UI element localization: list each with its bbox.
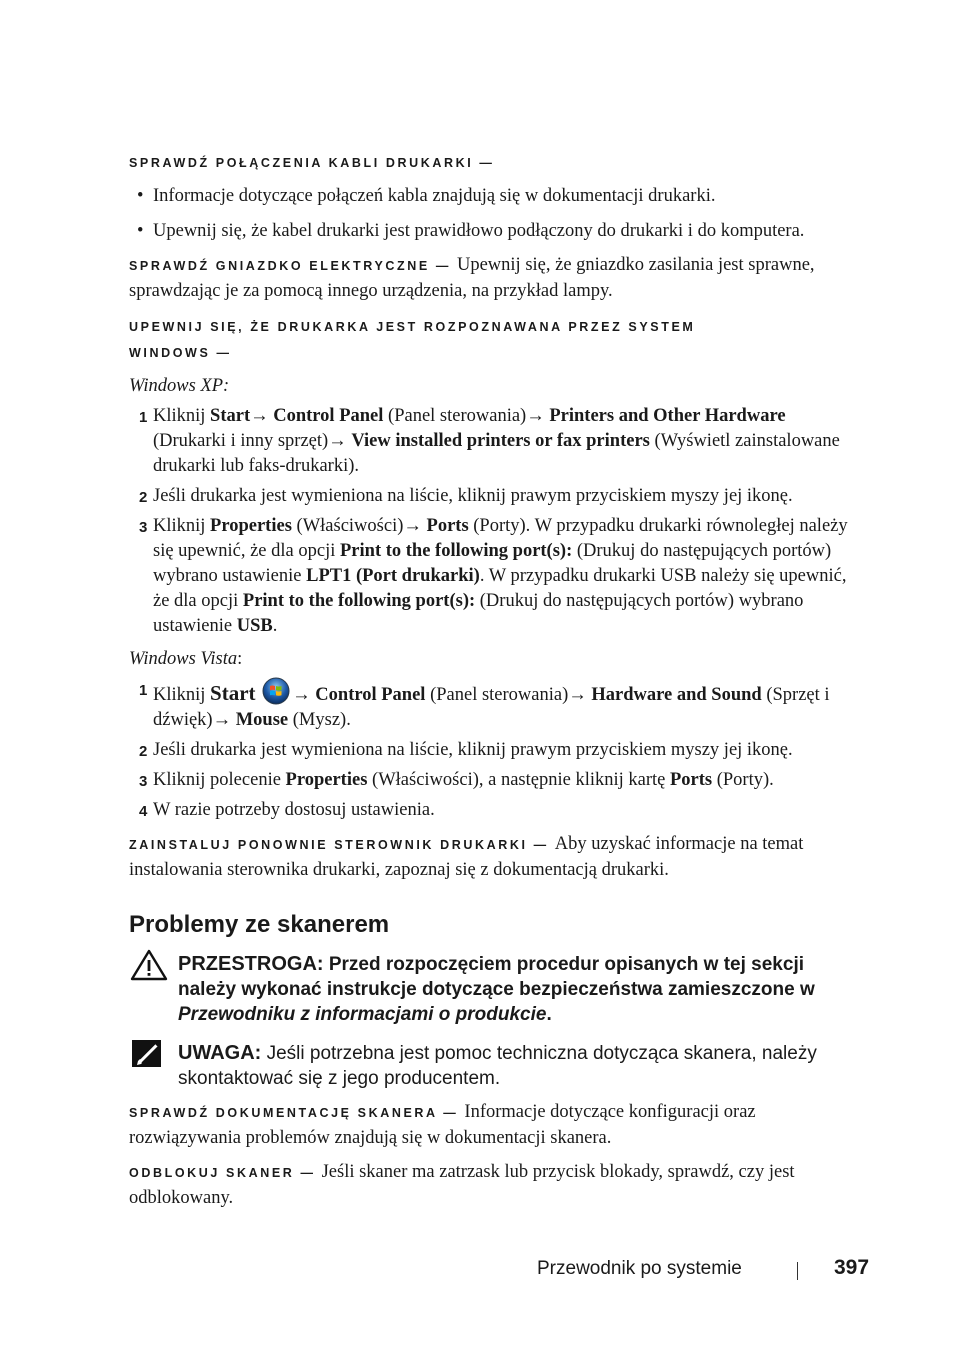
section-heading: SPRAWDŹ GNIAZDKO ELEKTRYCZNE — [129, 259, 451, 273]
step-text: Jeśli drukarka jest wymieniona na liście, kliknij prawym przyciskiem myszy jej ikonę. [153, 486, 793, 506]
step-text: (Właściwości), a następnie kliknij kartę [367, 770, 670, 790]
list-item [129, 738, 857, 763]
step-number: 3 [139, 773, 148, 790]
paragraph-text: Upewnij się, że gniazdko zasilania jest sprawne, sprawdzając je za pomocą innego urządzenia, na przykład lampy. [129, 255, 815, 301]
page-footer [537, 1256, 870, 1286]
cable-bullet-list [129, 184, 857, 244]
section-heading: SPRAWDŹ POŁĄCZENIA KABLI DRUKARKI — [129, 156, 495, 170]
os-name: Windows Vista [129, 649, 238, 669]
ui-term: Control Panel [315, 685, 426, 705]
list-item [129, 404, 857, 479]
scanner-section-title: Problemy ze skanerem [129, 911, 390, 938]
step-text: → [250, 406, 274, 426]
ui-term: Properties [210, 516, 292, 536]
list-item [129, 677, 857, 733]
list-item: • Upewnij się, że kabel drukarki jest prawidłowo podłączony do drukarki i do komputera. [129, 219, 857, 244]
paragraph-text: Aby uzyskać informacje na temat instalowania sterownika drukarki, zapoznaj się z dokumentacją drukarki. [129, 834, 804, 880]
ui-term: Print to the following port(s): [340, 541, 573, 561]
paragraph-text: Informacje dotyczące konfiguracji oraz rozwiązywania problemów znajdują się w dokumentacji skanera. [129, 1102, 756, 1148]
step-text: Kliknij polecenie [153, 770, 286, 790]
step-number: 1 [139, 682, 148, 699]
vista-steps-list [129, 677, 857, 823]
windows-vista-label [129, 647, 857, 672]
paragraph-text: Jeśli skaner ma zatrzask lub przycisk blokady, sprawdź, czy jest odblokowany. [129, 1162, 795, 1208]
step-number: 4 [139, 803, 148, 820]
step-text: (Porty). W przypadku drukarki równoległej należy się upewnić, że dla opcji [153, 516, 848, 561]
ui-term: Ports [426, 516, 469, 536]
step-text: (Sprzęt i dźwięk)→ [153, 685, 830, 730]
unlock-scanner-paragraph [129, 1160, 857, 1211]
ui-term: Print to the following port(s): [242, 591, 476, 611]
ui-term: Properties [285, 770, 368, 790]
page-number: 397 [834, 1256, 870, 1279]
ui-term: Ports [669, 770, 713, 790]
step-text: Kliknij [153, 406, 211, 426]
caution-text: . [546, 1004, 552, 1025]
list-item: • Informacje dotyczące połączeń kabla znajdują się w dokumentacji drukarki. [129, 184, 857, 209]
ui-term: Printers and Other Hardware [549, 406, 786, 426]
xp-steps-list [129, 404, 857, 639]
step-number: 2 [139, 489, 148, 506]
footer-divider [797, 1262, 798, 1280]
list-item [129, 514, 857, 639]
ui-term: Control Panel [273, 406, 384, 426]
scanner-docs-paragraph [129, 1100, 857, 1151]
page-content [129, 150, 857, 1211]
caution-label: PRZESTROGA: [178, 953, 324, 975]
section-heading: UPEWNIJ SIĘ, ŻE DRUKARKA JEST ROZPOZNAWANA PRZEZ SYSTEM [129, 320, 696, 334]
list-item [129, 484, 857, 509]
ui-term: Start [210, 681, 256, 705]
note-pencil-icon [129, 1037, 169, 1071]
section-heading: ODBLOKUJ SKANER — [129, 1166, 316, 1180]
step-text: (Drukuj do następujących portów) wybrano ustawienie [153, 591, 804, 636]
caution-text: Przed rozpoczęciem procedur opisanych w tej sekcji należy wykonać instrukcje dotyczące bezpieczeństwa zamieszczone w [178, 954, 815, 1000]
step-number: 3 [139, 519, 148, 536]
reinstall-driver-paragraph [129, 832, 857, 883]
footer-title: Przewodnik po systemie [537, 1258, 742, 1279]
section-heading: SPRAWDŹ DOKUMENTACJĘ SKANERA — [129, 1106, 459, 1120]
step-text: (Właściwości)→ [291, 516, 427, 536]
note-text: Jeśli potrzebna jest pomoc techniczna dotycząca skanera, należy skontaktować się z jego producentem. [178, 1043, 817, 1089]
list-item [129, 768, 857, 793]
ui-term: Start [210, 406, 251, 426]
step-text: (Drukarki i inny sprzęt)→ [153, 431, 352, 451]
step-text: W razie potrzeby dostosuj ustawienia. [153, 800, 435, 820]
caution-notice [129, 952, 857, 1027]
ui-term: Mouse [235, 710, 289, 730]
step-text: (Panel sterowania)→ [425, 685, 592, 705]
step-text: (Porty). [712, 770, 774, 790]
note-notice [129, 1041, 857, 1091]
step-text: (Wyświetl zainstalowane drukarki lub faks-drukarki). [153, 431, 840, 476]
ui-term: LPT1 (Port drukarki) [306, 566, 480, 586]
step-text: Kliknij [153, 516, 211, 536]
windows-recognition-heading [129, 314, 857, 366]
note-label: UWAGA: [178, 1042, 262, 1064]
step-text: Kliknij [153, 685, 211, 705]
step-text: (Panel sterowania)→ [383, 406, 550, 426]
list-item [129, 798, 857, 823]
step-text: (Drukuj do następujących portów) wybrano ustawienie [153, 541, 832, 586]
step-text: Jeśli drukarka jest wymieniona na liście, kliknij prawym przyciskiem myszy jej ikonę. [153, 740, 793, 760]
step-text: (Mysz). [288, 710, 351, 730]
caution-document-title: Przewodniku z informacjami o produkcie [178, 1004, 547, 1025]
windows-start-orb-icon [262, 677, 290, 705]
ui-term: USB [236, 616, 273, 636]
printer-cable-heading [129, 150, 857, 176]
step-text: . W przypadku drukarki USB należy się upewnić, że dla opcji [153, 566, 847, 611]
label-colon: : [237, 649, 243, 669]
power-outlet-paragraph [129, 253, 857, 304]
step-text: → [292, 685, 316, 705]
section-heading: ZAINSTALUJ PONOWNIE STEROWNIK DRUKARKI — [129, 838, 549, 852]
ui-term: Hardware and Sound [591, 685, 762, 705]
step-text: . [272, 616, 278, 636]
step-number: 2 [139, 743, 148, 760]
section-heading: WINDOWS — [129, 346, 232, 360]
windows-xp-label: Windows XP: [129, 376, 230, 396]
ui-term: View installed printers or fax printers [351, 431, 650, 451]
step-number: 1 [139, 409, 148, 426]
warning-triangle-icon [129, 948, 169, 982]
